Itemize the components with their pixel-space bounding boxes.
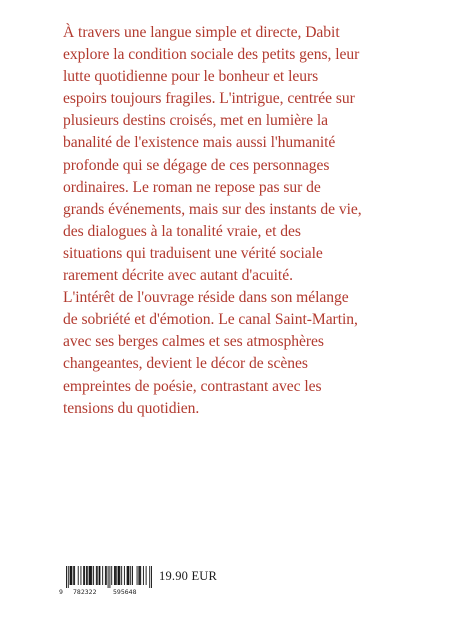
barcode-bar — [114, 566, 115, 585]
barcode-bar — [97, 566, 98, 585]
barcode-bar — [70, 566, 71, 585]
barcode-bar — [124, 566, 125, 585]
blurb-line: explore la condition sociale des petits gens, leur — [63, 46, 360, 64]
barcode-bar — [78, 566, 79, 585]
barcode-bar — [139, 566, 140, 585]
blurb-line: avec ses berges calmes et ses atmosphères — [63, 333, 324, 351]
barcode-bar — [138, 566, 139, 585]
barcode-bar — [111, 566, 112, 585]
barcode-bar — [119, 566, 120, 585]
blurb-line: tensions du quotidien. — [63, 399, 200, 417]
barcode-bar — [106, 566, 107, 585]
barcode-bar — [74, 566, 75, 585]
barcode-bar — [86, 566, 87, 585]
barcode-bar — [140, 566, 141, 585]
barcode-bar — [116, 566, 117, 585]
barcode-bar — [108, 566, 109, 588]
barcode-bar — [143, 566, 144, 585]
barcode-right-group: 595648 — [113, 588, 137, 596]
blurb-line: profonde qui se dégage de ces personnages — [63, 156, 330, 174]
barcode-bar — [137, 566, 138, 585]
barcode-bar — [149, 566, 150, 588]
isbn-barcode — [59, 566, 152, 596]
back-cover-blurb — [63, 22, 403, 420]
barcode-bar — [99, 566, 100, 585]
blurb-line: espoirs toujours fragiles. L'intrigue, centrée sur — [63, 90, 355, 108]
barcode-bar — [91, 566, 92, 585]
barcode-bar — [87, 566, 88, 585]
barcode-bar — [128, 566, 129, 585]
barcode-bar — [71, 566, 72, 585]
barcode-bar — [66, 566, 67, 588]
blurb-line: situations qui traduisent une vérité sociale — [63, 244, 323, 262]
barcode-bar — [151, 566, 152, 588]
barcode-bar — [119, 566, 120, 585]
barcode-bar — [128, 566, 129, 585]
barcode-bar — [80, 566, 81, 585]
barcode-bar — [73, 566, 74, 585]
blurb-line: rarement décrite avec autant d'acuité. — [63, 267, 293, 285]
barcode-bar — [99, 566, 100, 585]
price-label: 19.90 EUR — [159, 569, 218, 583]
barcode-bar — [102, 566, 103, 585]
blurb-line: de sobriété et d'émotion. Le canal Saint-Martin, — [63, 311, 358, 329]
barcode-bar — [93, 566, 94, 585]
blurb-line: empreintes de poésie, contrastant avec les — [63, 377, 322, 395]
barcode-bar — [84, 566, 85, 585]
barcode-bar — [121, 566, 122, 585]
barcode-bar — [83, 566, 84, 585]
barcode-first-digit: 9 — [59, 588, 63, 596]
barcode-bar — [71, 566, 72, 585]
blurb-line: lutte quotidienne pour le bonheur et leurs — [63, 68, 319, 86]
barcode-bar — [90, 566, 91, 585]
blurb-line: plusieurs destins croisés, met en lumière la — [63, 112, 328, 130]
barcode-bar — [90, 566, 91, 585]
barcode-bar — [127, 566, 128, 585]
barcode-left-group: 782322 — [73, 588, 97, 596]
blurb-line: banalité de l'existence mais aussi l'humanité — [63, 134, 336, 152]
blurb-line: des dialogues à la tonalité vraie, et des — [63, 222, 301, 240]
blurb-line: changeantes, devient le décor de scènes — [63, 355, 308, 373]
barcode-bar — [118, 566, 119, 585]
barcode-bars — [66, 566, 152, 588]
barcode-bar — [109, 566, 110, 588]
blurb-line: ordinaires. Le roman ne repose pas sur de — [63, 178, 321, 196]
barcode-bar — [105, 566, 106, 585]
barcode-bar — [68, 566, 69, 588]
barcode-bar — [146, 566, 147, 585]
barcode-bar — [115, 566, 116, 585]
blurb-line: grands événements, mais sur des instants de vie, — [63, 200, 362, 218]
blurb-line: À travers une langue simple et directe, Dabit — [63, 24, 340, 41]
barcode-bar — [89, 566, 90, 585]
barcode-bar — [96, 566, 97, 585]
blurb-line: L'intérêt de l'ouvrage réside dans son mélange — [63, 289, 349, 307]
barcode-bar — [130, 566, 131, 585]
barcode-bar — [132, 566, 133, 585]
